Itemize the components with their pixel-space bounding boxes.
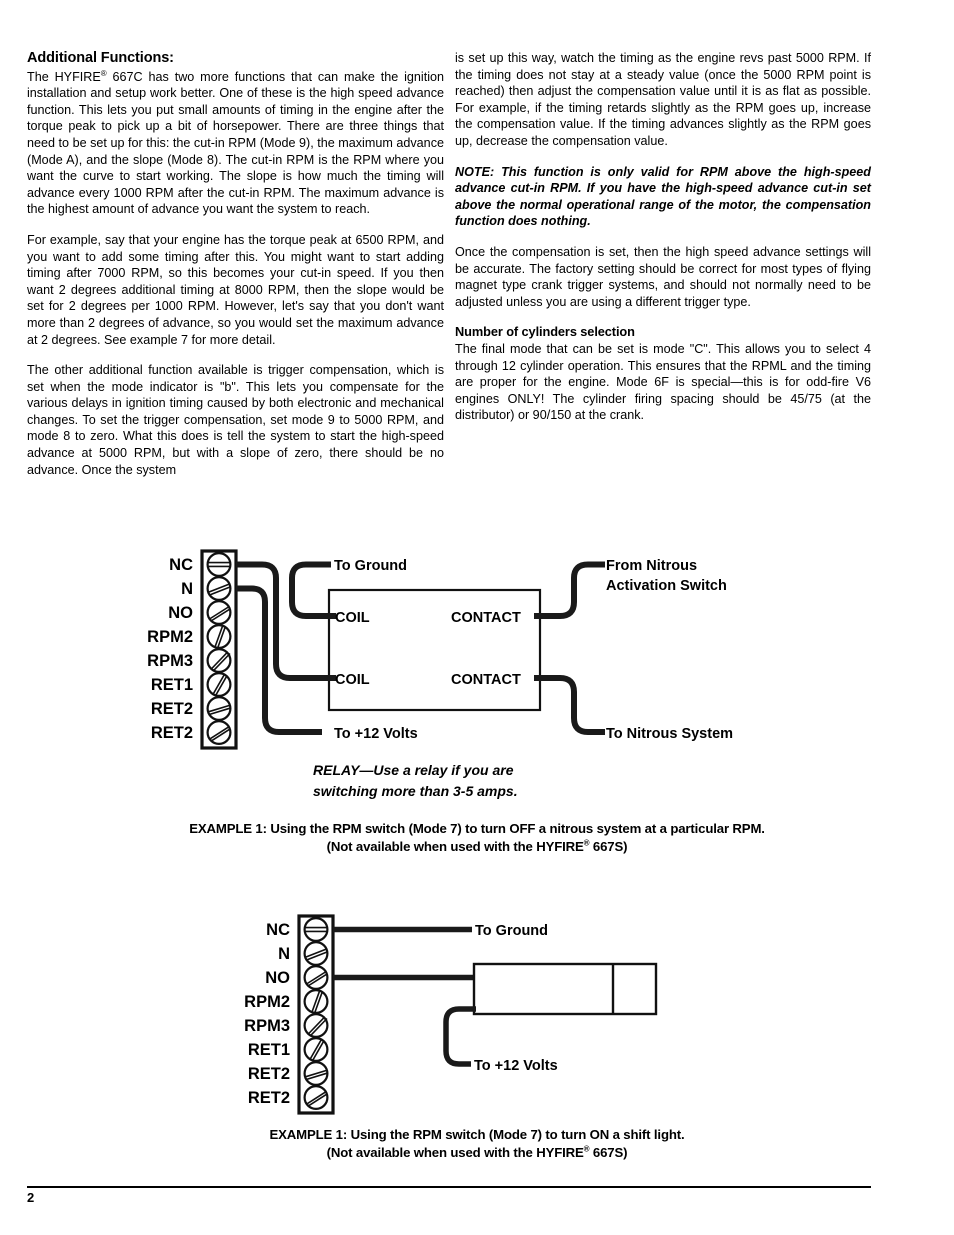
caption-2-line-2-a: (Not available when used with the HYFIRE [326,1145,584,1160]
relay-note-line-2: switching more than 3-5 amps. [313,783,518,799]
paragraph-right-3: The final mode that can be set is mode "C". This allows you to select 4 through 12 cylinder operation. This ensures that the RPML and the timing are proper for the engine. Mode 6F is special—this is for odd-fire V6 engines ONLY! The cylinder firing spacing should be 45/75 (at the distributor) or 90/150 at the crank. [455,341,871,423]
terminal-label-no: NO [168,604,193,622]
caption-2-line-2 [327,1145,628,1160]
terminal-label-ret2a: RET2 [247,1065,290,1083]
terminal-label-nc: NC [266,921,290,939]
terminal-block-1 [202,551,236,748]
paragraph-left-3: The other additional function available is trigger compensation, which is set when the mode indicator is "b". This lets you compensate for the various delays in ignition timing caused by both electronic and mechanical changes. To set the trigger compensation, set mode 9 to 5000 RPM, and mode 8 to zero. What this does is tell the system to start the high-speed advance at 5000 RPM, but with a slope of zero, there should be no advance. Once the system [27,363,444,477]
terminal-screw-ret2-b [208,721,231,744]
wire-label-to-ground: To Ground [334,558,408,574]
terminal-block-2 [299,916,333,1113]
wire-contact-top-to-nitrous-switch [540,565,605,617]
caption-1-line-2-a: (Not available when used with the HYFIRE [326,839,584,854]
paragraph-right-1: is set up this way, watch the timing as the engine revs past 5000 RPM. If the timing does not stay at a steady value (once the 5000 RPM point is reached) then adjust the compensation value until it is as flat as possible. For example, if the timing retards slightly as the RPM goes up, increase the compensation value. If the timing advances slightly as the RPM goes up, decrease the compensation value. [455,51,871,148]
terminal-label-rpm3: RPM3 [147,652,193,670]
terminal-screw-ret1 [208,673,231,696]
terminal-label-no: NO [265,969,290,987]
left-text-column [27,50,444,478]
shift-light-box [474,964,656,1014]
relay-wiring-diagram [0,540,954,765]
subsection-title: Number of cylinders selection [455,324,635,340]
relay-coil-top-label: COIL [335,610,370,626]
terminal-label-rpm2: RPM2 [147,628,193,646]
wire-label-to-12-volts: To +12 Volts [334,726,418,742]
page-number: 2 [27,1190,35,1205]
relay-note-line-1: RELAY—Use a relay if you are [313,762,514,778]
relay-coil-bottom-label: COIL [335,672,370,688]
wire-label-to-ground: To Ground [475,923,549,939]
example-1-nitrous-caption [0,820,954,856]
hyfire-text-a: The HYFIRE [27,69,101,84]
page-title: Additional Functions: [27,50,174,66]
terminal-screw-ret2-a [305,1062,328,1085]
terminal-screw-ret1 [305,1038,328,1061]
wire-label-from-nitrous-line1: From Nitrous [606,558,698,574]
paragraph-right-2: Once the compensation is set, then the high speed advance settings will be accurate. The factory setting should be correct for most types of flying magnet type crank trigger systems, and should not normally need to be adjusted unless you are using a different trigger type. [455,244,871,309]
terminal-screw-rpm3 [305,1014,328,1037]
terminal-label-n: N [181,580,193,598]
wire-label-to-12-volts: To +12 Volts [474,1058,558,1074]
terminal-screw-rpm3 [208,649,231,672]
terminal-label-ret1: RET1 [247,1041,290,1059]
relay-contact-bottom-label: CONTACT [451,672,521,688]
registered-mark-icon: ® [100,68,107,78]
caption-1-line-2 [327,839,628,854]
relay-contact-top-label: CONTACT [451,610,521,626]
caption-1-line-1: EXAMPLE 1: Using the RPM switch (Mode 7) to turn OFF a nitrous system at a particular RPM. [189,821,765,836]
wire-shift-light-to-12volts [446,1009,476,1064]
terminal-label-ret2a: RET2 [150,700,193,718]
terminal-screw-ret2-a [208,697,231,720]
note-paragraph: NOTE: This function is only valid for RPM above the high-speed advance cut-in RPM. If you have the high-speed advance cut-in set above the normal operational range of the motor, the compensation function does nothing. [455,164,871,229]
wire-label-to-nitrous-system: To Nitrous System [606,726,734,742]
registered-mark-icon: ® [583,1144,590,1154]
terminal-label-nc: NC [169,556,193,574]
terminal-screw-n [305,942,328,965]
terminal-label-rpm2: RPM2 [244,993,290,1011]
terminal-screw-no [305,966,328,989]
shift-light-wiring-diagram [0,905,954,1120]
hyfire-text-b: 667C has two more functions that can make the ignition installation and setup work better. One of these is the high speed advance function. This lets you put small amounts of timing in the engine after the torque peak to pick up a bit of horsepower. There are three things that need to be set up for this: the cut-in RPM (Mode 9), the maximum advance (Mode A), and the slope (Mode 8). The cut-in RPM is the RPM where you want the curve to start working. The slope is how much the timing will advance every 1000 RPM after the cut-in RPM. The maximum advance is the highest amount of advance you want the system to reach. [27,69,444,217]
paragraph-left-2: For example, say that your engine has the torque peak at 6500 RPM, and you want to add some timing after this. You might want to start adding timing after 7000 RPM, so this becomes your cut-in speed. If you then want 2 degrees additional timing at 8000 RPM, then the slope would be set for 2 degrees per 1000 RPM. However, let's say that you don't want more than 2 degrees of advance, so you would set the maximum advance at 2 degrees. See example 7 for more detail. [27,232,444,347]
terminal-label-ret2b: RET2 [247,1089,290,1107]
terminal-screw-nc [305,918,328,941]
caption-1-line-2-b: 667S) [589,839,628,854]
terminal-label-ret2b: RET2 [150,724,193,742]
wire-ground-to-coil-top [292,565,331,617]
terminal-label-ret1: RET1 [150,676,193,694]
footer-divider [27,1186,871,1188]
wire-label-from-nitrous-line2: Activation Switch [606,578,727,594]
caption-2-line-2-b: 667S) [589,1145,628,1160]
wire-contact-bottom-to-nitrous-system [540,678,605,732]
terminal-label-rpm3: RPM3 [244,1017,290,1035]
paragraph-left-1 [27,69,444,218]
terminal-screw-no [208,601,231,624]
terminal-screw-rpm2 [208,625,231,648]
terminal-screw-n [208,577,231,600]
right-text-column [455,50,871,424]
caption-2-line-1: EXAMPLE 1: Using the RPM switch (Mode 7) to turn ON a shift light. [269,1127,685,1142]
relay-usage-note [0,760,954,802]
terminal-screw-ret2-b [305,1086,328,1109]
relay-box [329,590,540,710]
terminal-screw-rpm2 [305,990,328,1013]
example-1-shift-light-caption [0,1126,954,1162]
terminal-screw-nc [208,553,231,576]
registered-mark-icon: ® [583,838,590,848]
wire-nc-to-coil-bottom [236,565,322,679]
terminal-label-n: N [278,945,290,963]
